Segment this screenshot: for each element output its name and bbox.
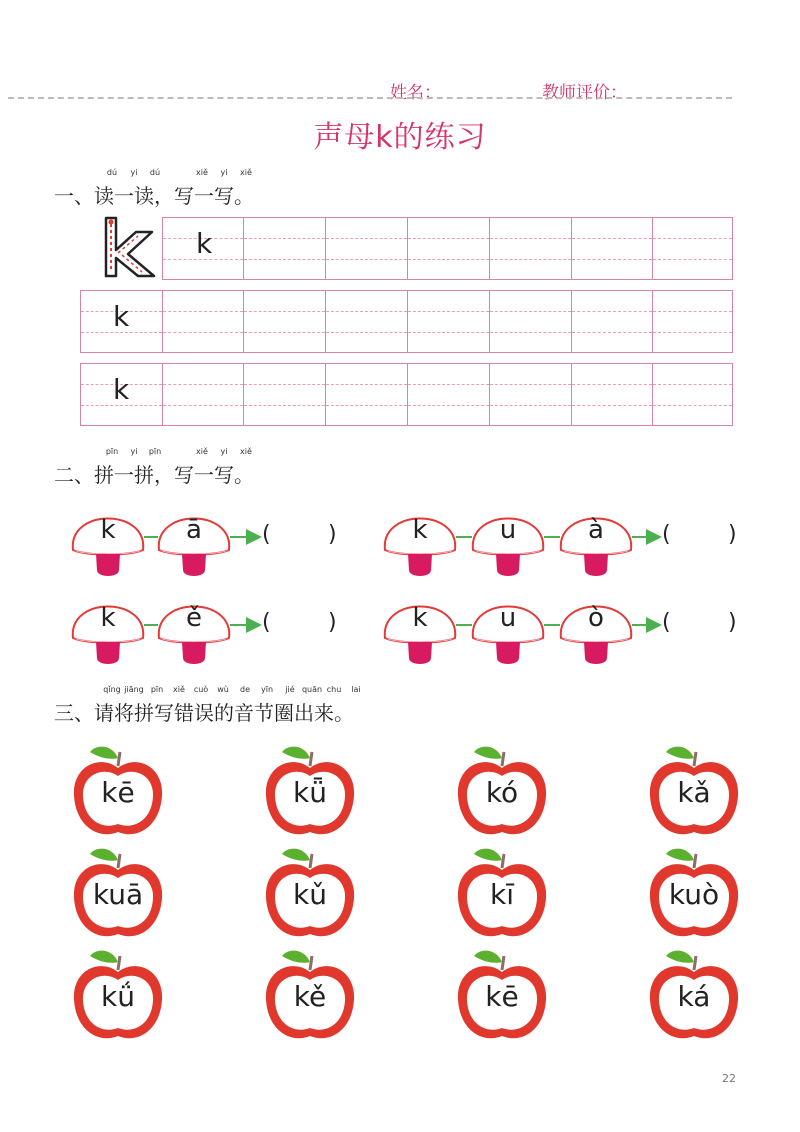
initial-syllable: k bbox=[100, 603, 116, 633]
section2-heading: 二、拼一拼，写一写。 bbox=[54, 463, 254, 487]
header-divider bbox=[8, 97, 732, 99]
writing-cell[interactable] bbox=[489, 290, 572, 353]
apple-syllable[interactable]: kuā bbox=[92, 878, 144, 911]
pinyin: cuò bbox=[193, 685, 209, 694]
pinyin: dú bbox=[106, 168, 118, 177]
answer-paren-open: ( bbox=[262, 522, 271, 547]
medial-syllable: u bbox=[499, 515, 517, 545]
name-label: 姓名： bbox=[390, 83, 441, 103]
writing-cell[interactable] bbox=[652, 217, 733, 280]
writing-cell[interactable] bbox=[325, 217, 408, 280]
answer-paren-close: ) bbox=[328, 522, 337, 547]
pinyin: chu bbox=[326, 685, 342, 694]
writing-cell[interactable] bbox=[571, 363, 653, 426]
example-letter: k bbox=[113, 300, 130, 333]
writing-cell[interactable] bbox=[243, 363, 326, 426]
writing-cell[interactable] bbox=[489, 363, 572, 426]
pinyin: yi bbox=[220, 447, 228, 456]
pinyin: quān bbox=[301, 685, 323, 694]
final-syllable: ě bbox=[186, 603, 202, 633]
pinyin: yi bbox=[130, 447, 138, 456]
writing-cell[interactable] bbox=[571, 217, 653, 280]
pinyin: pīn bbox=[150, 685, 164, 694]
writing-cell[interactable] bbox=[243, 290, 326, 353]
pinyin: xiě bbox=[240, 168, 252, 177]
section2-pinyin bbox=[0, 447, 400, 459]
writing-cell[interactable] bbox=[162, 290, 244, 353]
apple-syllable[interactable]: kuò bbox=[668, 878, 720, 911]
section3-heading: 三、请将拼写错误的音节圈出来。 bbox=[54, 701, 354, 725]
apple-syllable[interactable]: kó bbox=[485, 776, 519, 809]
writing-cell[interactable] bbox=[652, 290, 733, 353]
section1-pinyin bbox=[0, 168, 400, 180]
apple-syllable[interactable]: kē bbox=[485, 980, 519, 1013]
final-syllable: ò bbox=[588, 603, 604, 633]
final-syllable: à bbox=[588, 515, 604, 545]
writing-cell[interactable] bbox=[162, 363, 244, 426]
stroke-order-letter bbox=[98, 214, 158, 280]
answer-paren-open: ( bbox=[662, 522, 671, 547]
writing-cell[interactable] bbox=[407, 217, 490, 280]
pinyin: wù bbox=[217, 685, 229, 694]
pinyin: xiě bbox=[196, 447, 208, 456]
pinyin: yi bbox=[130, 168, 138, 177]
apple-syllable[interactable]: kī bbox=[490, 878, 514, 911]
section3-pinyin bbox=[0, 685, 420, 697]
pinyin: pīn bbox=[148, 447, 162, 456]
answer-paren-open: ( bbox=[662, 610, 671, 635]
pinyin: de bbox=[240, 685, 250, 694]
pinyin: qǐng bbox=[103, 685, 121, 694]
pinyin: yīn bbox=[260, 685, 274, 694]
example-letter: k bbox=[113, 373, 130, 406]
medial-syllable: u bbox=[499, 603, 517, 633]
teacher-evaluation-label: 教师评价： bbox=[542, 83, 627, 103]
pinyin: xiě bbox=[196, 168, 208, 177]
apple-syllable[interactable]: ká bbox=[677, 980, 711, 1013]
writing-cell[interactable] bbox=[407, 290, 490, 353]
pinyin: jiāng bbox=[124, 685, 144, 694]
answer-paren-open: ( bbox=[262, 610, 271, 635]
apple-syllable[interactable]: kǘ bbox=[101, 980, 135, 1013]
answer-paren-close: ) bbox=[728, 522, 737, 547]
writing-cell[interactable] bbox=[325, 290, 408, 353]
pinyin: xiě bbox=[173, 685, 185, 694]
page-title: 声母k的练习 bbox=[313, 120, 487, 155]
pinyin: dú bbox=[149, 168, 161, 177]
initial-syllable: k bbox=[100, 515, 116, 545]
pinyin: pīn bbox=[105, 447, 119, 456]
writing-cell[interactable] bbox=[652, 363, 733, 426]
writing-cell[interactable] bbox=[489, 217, 572, 280]
writing-cell[interactable] bbox=[325, 363, 408, 426]
answer-paren-close: ) bbox=[728, 610, 737, 635]
writing-cell[interactable] bbox=[243, 217, 326, 280]
example-letter: k bbox=[196, 227, 213, 260]
apple-syllable[interactable]: kǔ bbox=[293, 878, 327, 911]
apple-syllable[interactable]: kē bbox=[101, 776, 135, 809]
apple-syllable[interactable]: kě bbox=[293, 980, 327, 1013]
apple-syllable[interactable]: kǖ bbox=[293, 776, 327, 809]
pinyin: yi bbox=[220, 168, 228, 177]
writing-cell[interactable] bbox=[407, 363, 490, 426]
page-number: 22 bbox=[722, 1072, 736, 1085]
apple-syllable[interactable]: kǎ bbox=[677, 776, 711, 809]
pinyin: xiě bbox=[240, 447, 252, 456]
section1-heading: 一、读一读，写一写。 bbox=[54, 184, 254, 208]
pinyin: lai bbox=[351, 685, 361, 694]
initial-syllable: k bbox=[412, 515, 428, 545]
writing-cell[interactable] bbox=[571, 290, 653, 353]
pinyin: jié bbox=[285, 685, 295, 694]
answer-paren-close: ) bbox=[328, 610, 337, 635]
initial-syllable: k bbox=[412, 603, 428, 633]
final-syllable: ā bbox=[186, 515, 202, 545]
